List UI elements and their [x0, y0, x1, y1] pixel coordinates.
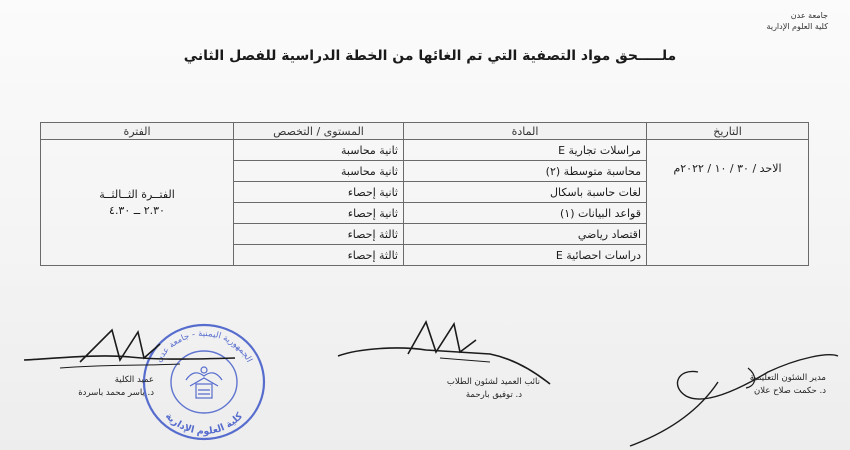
- level-cell: ثالثة إحصاء: [234, 245, 404, 266]
- subject-cell: لغات حاسبة باسكال: [404, 182, 647, 203]
- director-signature-block: [696, 372, 826, 398]
- dean-name: د. ياسر محمد باسردة: [78, 388, 154, 398]
- director-role: مدير الشئون التعليمية: [749, 373, 826, 383]
- faculty-name: كلية العلوم الإدارية: [766, 22, 828, 31]
- level-cell: ثانية إحصاء: [234, 203, 404, 224]
- header-subject: المادة: [404, 123, 647, 140]
- header-period: الفترة: [41, 123, 234, 140]
- university-header: [767, 10, 828, 32]
- stamp-top-text: الجمهورية اليمنية - جامعة عدن: [154, 328, 254, 365]
- table-header-row: [41, 123, 809, 140]
- level-cell: ثانية محاسبة: [234, 161, 404, 182]
- vice-dean-role: نائب العميد لشئون الطلاب: [446, 377, 540, 387]
- dean-signature-block: [64, 374, 154, 400]
- dean-role: عميد الكلية: [114, 375, 154, 385]
- exam-plan-table: [40, 122, 809, 266]
- period-time: ٢.٣٠ ــ ٤.٣٠: [109, 203, 165, 217]
- level-cell: ثالثة إحصاء: [234, 224, 404, 245]
- level-cell: ثانية محاسبة: [234, 140, 404, 161]
- vice-dean-name: د. توفيق بارحمة: [465, 390, 522, 400]
- university-name: جامعة عدن: [790, 11, 828, 20]
- date-cell: الاحد / ٣٠ / ١٠ / ٢٠٢٢م: [647, 140, 809, 266]
- period-cell: [41, 140, 234, 266]
- stamp-bottom-text: كلية العلوم الإدارية: [162, 410, 246, 438]
- subject-cell: دراسات احصائية E: [404, 245, 647, 266]
- table-row: [41, 140, 809, 161]
- period-name: الفتــرة الثــالثــة: [99, 187, 175, 201]
- subject-cell: محاسبة متوسطة (٢): [404, 161, 647, 182]
- subject-cell: مراسلات تجارية E: [404, 140, 647, 161]
- level-cell: ثانية إحصاء: [234, 182, 404, 203]
- header-date: التاريخ: [647, 123, 809, 140]
- document-title: ملـــــحق مواد التصفية التي تم الغائها من الخطة الدراسية للفصل الثاني: [183, 48, 677, 64]
- header-level: المستوى / التخصص: [234, 123, 404, 140]
- vice-dean-signature-block: [390, 376, 540, 402]
- director-name: د. حكمت صلاح علان: [754, 386, 826, 396]
- subject-cell: قواعد البيانات (١): [404, 203, 647, 224]
- subject-cell: اقتصاد رياضي: [404, 224, 647, 245]
